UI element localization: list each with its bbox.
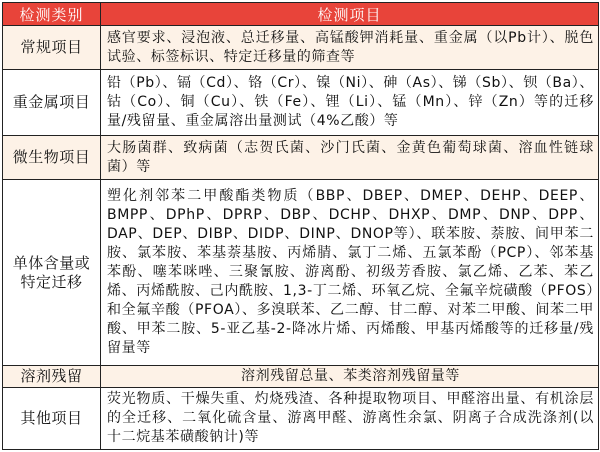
row-category-solvent: 溶剂残留 — [3, 366, 101, 388]
test-items-table — [2, 2, 599, 450]
row-items-routine: 感官要求、浸泡液、总迁移量、高锰酸钾消耗量、重金属（以Pb计）、脱色试验、标签标识、特定迁移量的筛查等 — [101, 26, 599, 70]
row-category-heavy-metals: 重金属项目 — [3, 70, 101, 136]
table-row — [3, 388, 599, 450]
table-header-row — [3, 3, 599, 26]
table-row — [3, 180, 599, 366]
row-category-microbial: 微生物项目 — [3, 136, 101, 180]
row-items-other: 荧光物质、干燥失重、灼烧残渣、各种提取物项目、甲醛溶出量、有机涂层的全迁移、二氧化硫含量、游离甲醛、游离性余氯、阴离子合成洗涤剂(以十二烷基苯磺酸钠计)等 — [101, 388, 599, 450]
row-items-heavy-metals: 铅（Pb）、镉（Cd）、铬（Cr）、镍（Ni）、砷（As）、锑（Sb）、钡（Ba）、钴（Co）、铜（Cu）、铁（Fe）、锂（Li）、锰（Mn）、锌（Zn）等的迁移量/残留量、重金属溶出量测试（4%乙酸）等 — [101, 70, 599, 136]
header-items: 检测项目 — [101, 3, 599, 26]
row-category-monomer: 单体含量或特定迁移 — [3, 180, 101, 366]
table-row — [3, 136, 599, 180]
row-items-monomer: 塑化剂邻苯二甲酸酯类物质（BBP、DBEP、DMEP、DEHP、DEEP、BMPP、DPhP、DPRP、DBP、DCHP、DHXP、DMP、DNP、DPP、DAP、DEP、DIBP、DIDP、DINP、DNOP等）、联苯胺、萘胺、间甲苯二胺、氯苯胺、苯基萘基胺、丙烯腈、氯丁二烯、五氯苯酚（PCP）、邻苯基苯酚、噻苯咪唑、三聚氰胺、游离酚、初级芳香胺、氯乙烯、乙苯、苯乙烯、丙烯酰胺、己内酰胺、1,3-丁二烯、环氧乙烷、全氟辛烷磺酸（PFOS）和全氟辛酸（PFOA）、多溴联苯、乙二醇、甘二醇、对苯二甲酸、间苯二甲酸、甲苯二胺、5-亚乙基-2-降冰片烯、丙烯酸、甲基丙烯酸等的迁移量/残留量等 — [101, 180, 599, 366]
row-items-solvent: 溶剂残留总量、苯类溶剂残留量等 — [101, 366, 599, 388]
table-row — [3, 70, 599, 136]
row-category-routine: 常规项目 — [3, 26, 101, 70]
row-category-other: 其他项目 — [3, 388, 101, 450]
header-category: 检测类别 — [3, 3, 101, 26]
row-items-microbial: 大肠菌群、致病菌（志贺氏菌、沙门氏菌、金黄色葡萄球菌、溶血性链球菌）等 — [101, 136, 599, 180]
table-row — [3, 366, 599, 388]
table-row — [3, 26, 599, 70]
